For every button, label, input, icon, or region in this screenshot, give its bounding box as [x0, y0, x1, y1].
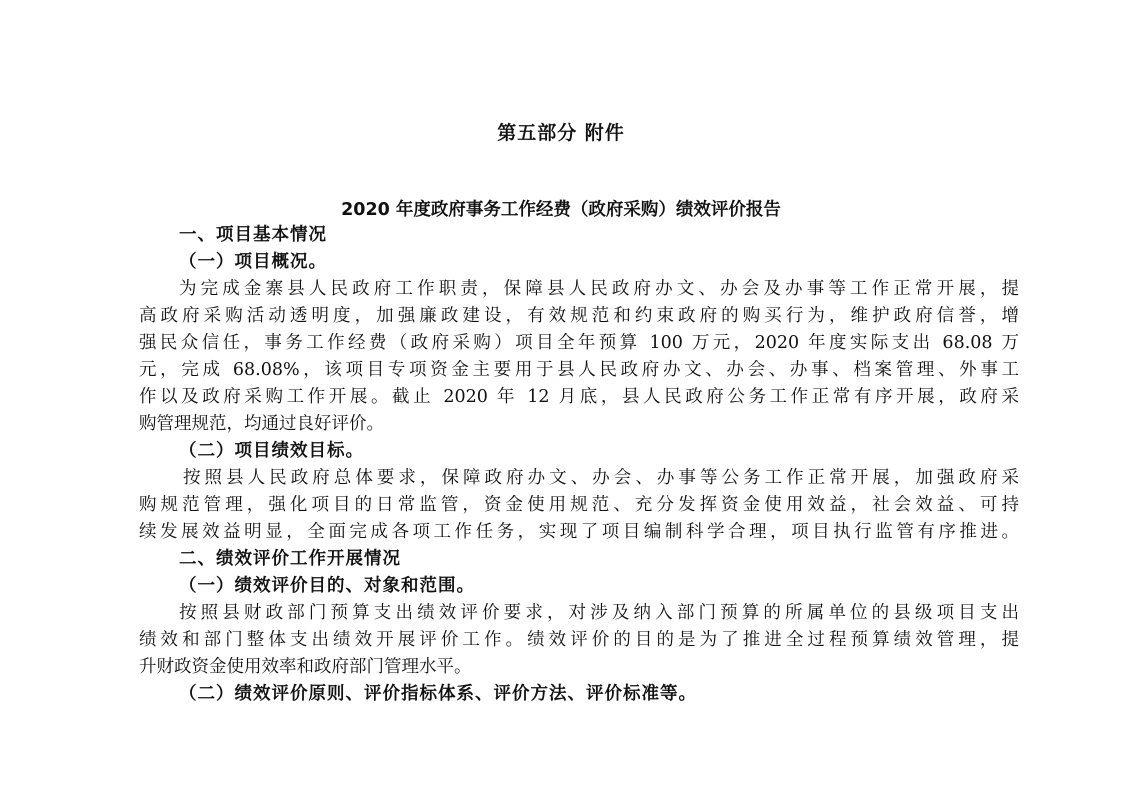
report-title: 2020 年度政府事务工作经费（政府采购）绩效评价报告	[341, 200, 781, 220]
paragraph-line: 绩效和部门整体支出绩效开展评价工作。绩效评价的目的是为了推进全过程预算绩效管理，提	[139, 630, 1019, 650]
paragraph-line: 强民众信任，事务工作经费（政府采购）项目全年预算 100 万元，2020 年度实际支出 68.08 万	[139, 333, 1019, 353]
section-heading-basic-info: 一、项目基本情况	[179, 225, 327, 245]
part-title: 第五部分 附件	[497, 122, 625, 144]
paragraph-line: 按照县人民政府总体要求，保障政府办文、办会、办事等公务工作正常开展，加强政府采	[183, 468, 1019, 488]
paragraph-line: 作以及政府采购工作开展。截止 2020 年 12 月底，县人民政府公务工作正常有序开展，政府采	[139, 387, 1019, 407]
paragraph-line: 高政府采购活动透明度，加强廉政建设，有效规范和约束政府的购买行为，维护政府信誉，增	[139, 306, 1019, 326]
paragraph-line: 升财政资金使用效率和政府部门管理水平。	[139, 657, 472, 677]
subsection-heading-purpose: （一）绩效评价目的、对象和范围。	[179, 576, 475, 596]
subsection-heading-goals: （二）项目绩效目标。	[179, 441, 364, 461]
report-body	[139, 222, 1019, 708]
paragraph-line: 元，完成 68.08%，该项目专项资金主要用于县人民政府办文、办会、办事、档案管理、外事工	[139, 360, 1019, 380]
subsection-heading-overview: （一）项目概况。	[179, 252, 327, 272]
paragraph-line: 按照县财政部门预算支出绩效评价要求，对涉及纳入部门预算的所属单位的县级项目支出	[179, 603, 1019, 623]
subsection-heading-principles: （二）绩效评价原则、评价指标体系、评价方法、评价标准等。	[179, 684, 697, 704]
paragraph-line: 购管理规范，均通过良好评价。	[139, 414, 384, 434]
paragraph-line: 为完成金寨县人民政府工作职责，保障县人民政府办文、办会及办事等工作正常开展，提	[179, 279, 1019, 299]
section-heading-evaluation: 二、绩效评价工作开展情况	[179, 549, 401, 569]
paragraph-line: 续发展效益明显，全面完成各项工作任务，实现了项目编制科学合理，项目执行监管有序推进。	[139, 522, 1019, 542]
paragraph-line: 购规范管理，强化项目的日常监管，资金使用规范、充分发挥资金使用效益，社会效益、可持	[139, 495, 1019, 515]
